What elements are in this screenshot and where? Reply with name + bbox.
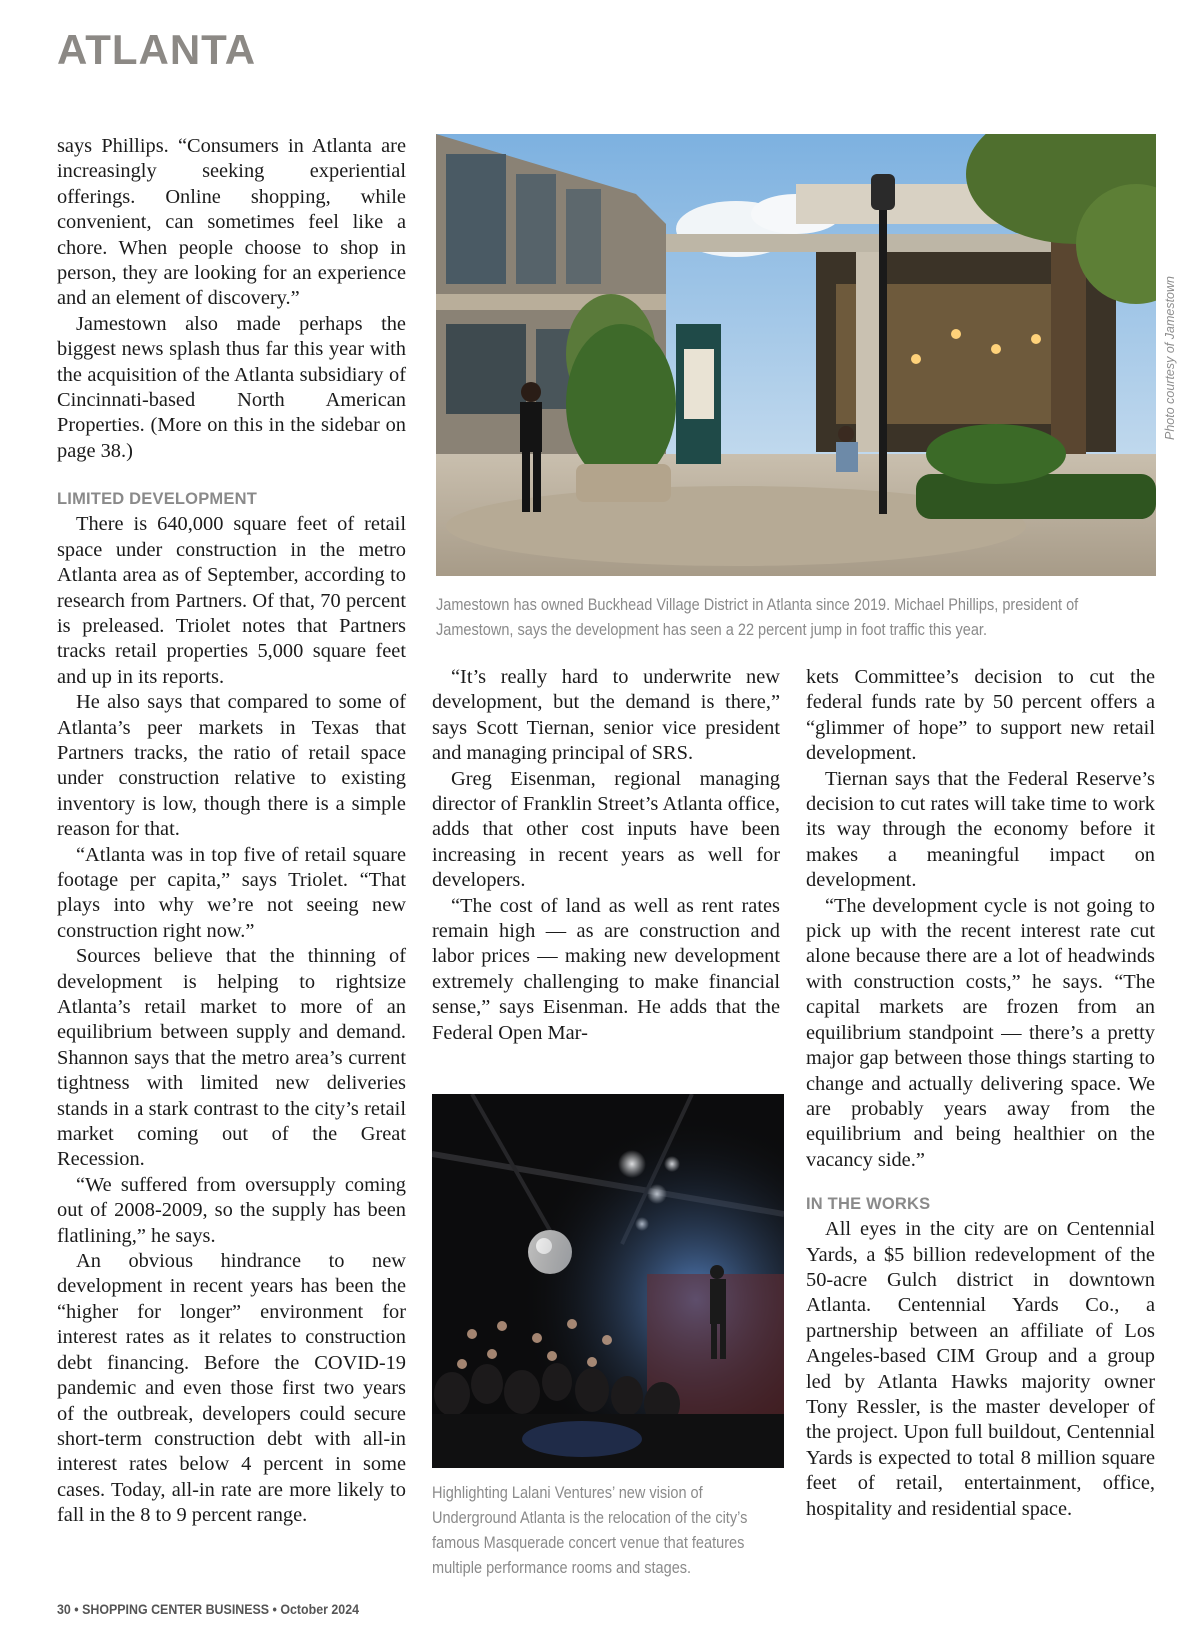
paragraph: “We suffered from oversupply coming out of 2008-2009, so the supply has been flatlining,” he says. (57, 1173, 406, 1247)
paragraph: “The cost of land as well as rent rates remain high — as are construction and labor prices — making new development extremely challenging to make financial sense,” says Eisenman. He adds that the Federal Open Mar- (432, 894, 780, 1044)
photo-caption: Jamestown has owned Buckhead Village District in Atlanta since 2019. Michael Phillips, president of Jamestown, says the development has seen a 22 percent jump in foot traffic this year. (436, 596, 1079, 639)
article-column-middle (432, 665, 780, 1046)
paragraph: “The development cycle is not going to pick up with the recent interest rate cut alone because there are a lot of headwinds with construction costs,” he says. “The capital markets are frozen from an equilibrium standpoint — there’s a pretty major gap between those things starting to change and actually delivering space. We are probably years away from the equilibrium and being healthier on the vacancy side.” (806, 894, 1155, 1171)
page-footer: 30 • SHOPPING CENTER BUSINESS • October 2024 (57, 1602, 360, 1617)
paragraph: All eyes in the city are on Centennial Yards, a $5 billion redevelopment of the 50-acre Gulch district in downtown Atlanta. Centennial Yards Co., a partnership between an affiliate of Los Angeles-based CIM Group and a group led by Atlanta Hawks majority owner Tony Ressler, is the master developer of the project. Upon full buildout, Centennial Yards is expected to total 8 million square feet of retail, entertainment, office, hospitality and residential space. (806, 1218, 1155, 1520)
paragraph: kets Committee’s decision to cut the federal funds rate by 50 percent offers a “glimmer of hope” to support new retail development. (806, 666, 1155, 765)
paragraph: Tiernan says that the Federal Reserve’s decision to cut rates will take time to work its way through the economy before it makes a meaningful impact on development. (806, 767, 1155, 892)
section-title: ATLANTA (57, 26, 257, 73)
photo-credit: Photo courtesy of Jamestown (1163, 276, 1177, 440)
paragraph: He also says that compared to some of Atlanta’s peer markets in Texas that Partners tracks, the ratio of retail space under construction relative to existing inventory is low, though there is a simple reason for that. (57, 691, 406, 841)
article-column-right (806, 665, 1155, 1522)
photo-masquerade-concert (432, 1094, 784, 1468)
paragraph: Jamestown also made perhaps the biggest news splash thus far this year with the acquisition of the Atlanta subsidiary of Cincinnati-based North American Properties. (More on this in the sidebar on page 38.) (57, 312, 406, 462)
paragraph: There is 640,000 square feet of retail space under construction in the metro Atlanta area as of September, according to research from Partners. Of that, 70 percent is preleased. Triolet notes that Partners tracks retail properties 5,000 square feet and up in its reports. (57, 513, 406, 688)
photo-buckhead-village (436, 134, 1156, 576)
photo-caption: Highlighting Lalani Ventures’ new vision of Underground Atlanta is the relocation of the city’s famous Masquerade concert venue that features multiple performance rooms and stages. (432, 1484, 748, 1577)
paragraph: Greg Eisenman, regional managing director of Franklin Street’s Atlanta office, adds that other cost inputs have been increasing in recent years as well for developers. (432, 767, 780, 892)
paragraph: “Atlanta was in top five of retail square footage per capita,” says Triolet. “That plays into why we’re not seeing new construction right now.” (57, 843, 406, 942)
paragraph: Sources believe that the thinning of development is helping to rightsize Atlanta’s retail market to more of an equilibrium between supply and demand. Shannon says that the metro area’s current tightness with limited new deliveries stands in a stark contrast to the city’s retail market coming out of the Great Recession. (57, 945, 406, 1171)
paragraph: “It’s really hard to underwrite new development, but the demand is there,” says Scott Tiernan, senior vice president and managing principal of SRS. (432, 666, 780, 765)
subheading-in-the-works: IN THE WORKS (806, 1195, 931, 1214)
subheading-limited-development: LIMITED DEVELOPMENT (57, 490, 257, 509)
paragraph: says Phillips. “Consumers in Atlanta are increasingly seeking experiential offerings. Online shopping, while convenient, can sometimes feel like a chore. When people choose to shop in person, they are looking for an experience and an element of discovery.” (57, 135, 406, 310)
article-column-left (57, 134, 406, 1529)
paragraph: An obvious hindrance to new development in recent years has been the “higher for longer” environment for interest rates as it relates to construction debt financing. Before the COVID-19 pandemic and even those first two years of the outbreak, developers could secure short-term construction debt with all-in interest rates below 4 percent in some cases. Today, all-in rate are more likely to fall in the 8 to 9 percent range. (57, 1250, 406, 1527)
